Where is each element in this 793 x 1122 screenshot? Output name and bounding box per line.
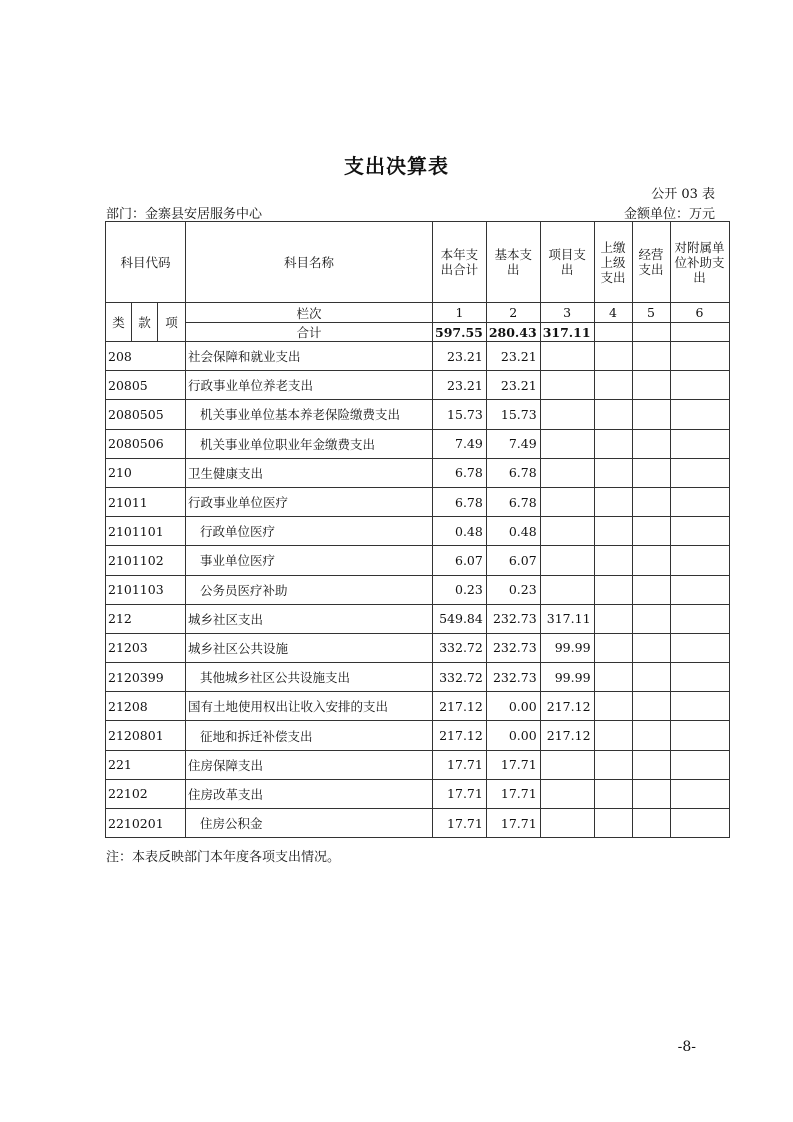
col-num-3: 3 (540, 303, 594, 323)
subject-code: 21011 (106, 487, 186, 516)
cell-operating (632, 663, 670, 692)
subject-code: 21208 (106, 692, 186, 721)
cell-total: 23.21 (433, 371, 487, 400)
cell-remit (594, 633, 632, 662)
subject-name: 国有土地使用权出让收入安排的支出 (186, 692, 433, 721)
table-row (106, 633, 730, 662)
cell-project (540, 546, 594, 575)
table-note: 注：本表反映部门本年度各项支出情况。 (106, 850, 341, 865)
cell-operating (632, 371, 670, 400)
cell-total: 17.71 (433, 779, 487, 808)
subject-code: 2080506 (106, 429, 186, 458)
subject-name: 住房改革支出 (186, 779, 433, 808)
cell-total: 0.23 (433, 575, 487, 604)
cell-total: 6.78 (433, 458, 487, 487)
cell-subsidy (670, 342, 729, 371)
cell-project: 317.11 (540, 604, 594, 633)
cell-total: 15.73 (433, 400, 487, 429)
table-row (106, 400, 730, 429)
col-num-4: 4 (594, 303, 632, 323)
cell-basic: 17.71 (486, 809, 540, 838)
cell-project: 217.12 (540, 692, 594, 721)
cell-remit (594, 371, 632, 400)
cell-operating (632, 809, 670, 838)
header-xiang: 项 (158, 303, 186, 342)
cell-operating (632, 342, 670, 371)
cell-remit (594, 342, 632, 371)
cell-operating (632, 692, 670, 721)
header-operating: 经营支出 (632, 222, 670, 303)
form-number: 公开 03 表 (651, 187, 715, 202)
cell-remit (594, 546, 632, 575)
subject-code: 20805 (106, 371, 186, 400)
cell-remit (594, 458, 632, 487)
cell-remit (594, 750, 632, 779)
cell-remit (594, 517, 632, 546)
subject-name: 公务员医疗补助 (186, 575, 433, 604)
subject-code: 2120801 (106, 721, 186, 750)
cell-basic: 6.07 (486, 546, 540, 575)
cell-operating (632, 575, 670, 604)
cell-basic: 0.23 (486, 575, 540, 604)
table-row (106, 721, 730, 750)
col-num-1: 1 (433, 303, 487, 323)
header-code: 科目代码 (106, 222, 186, 303)
cell-operating (632, 546, 670, 575)
cell-basic: 15.73 (486, 400, 540, 429)
table-row (106, 779, 730, 808)
cell-basic: 232.73 (486, 663, 540, 692)
subject-name: 其他城乡社区公共设施支出 (186, 663, 433, 692)
cell-basic: 6.78 (486, 487, 540, 516)
cell-total: 6.07 (433, 546, 487, 575)
cell-subsidy (670, 546, 729, 575)
cell-project (540, 371, 594, 400)
cell-operating (632, 517, 670, 546)
cell-subsidy (670, 692, 729, 721)
cell-project (540, 487, 594, 516)
subject-name: 事业单位医疗 (186, 546, 433, 575)
cell-basic: 232.73 (486, 633, 540, 662)
col-num-2: 2 (486, 303, 540, 323)
subject-code: 2101102 (106, 546, 186, 575)
cell-operating (632, 429, 670, 458)
subject-name: 住房公积金 (186, 809, 433, 838)
cell-total: 217.12 (433, 721, 487, 750)
cell-total: 7.49 (433, 429, 487, 458)
cell-operating (632, 458, 670, 487)
cell-total: 17.71 (433, 750, 487, 779)
table-row (106, 575, 730, 604)
total-c5 (632, 323, 670, 342)
total-c2: 280.43 (486, 323, 540, 342)
cell-total: 17.71 (433, 809, 487, 838)
cell-subsidy (670, 663, 729, 692)
cell-total: 332.72 (433, 663, 487, 692)
header-remit: 上缴上级支出 (594, 222, 632, 303)
col-num-6: 6 (670, 303, 729, 323)
cell-basic: 0.00 (486, 692, 540, 721)
table-row (106, 692, 730, 721)
cell-operating (632, 604, 670, 633)
subject-code: 2210201 (106, 809, 186, 838)
cell-basic: 17.71 (486, 750, 540, 779)
cell-subsidy (670, 517, 729, 546)
page-number: -8- (677, 1039, 696, 1055)
cell-remit (594, 809, 632, 838)
cell-subsidy (670, 633, 729, 662)
header-kuan: 款 (132, 303, 158, 342)
subject-code: 208 (106, 342, 186, 371)
table-row (106, 487, 730, 516)
cell-project (540, 809, 594, 838)
col-num-5: 5 (632, 303, 670, 323)
cell-operating (632, 779, 670, 808)
header-lei: 类 (106, 303, 132, 342)
cell-operating (632, 721, 670, 750)
subject-name: 机关事业单位职业年金缴费支出 (186, 429, 433, 458)
cell-subsidy (670, 400, 729, 429)
header-total: 本年支出合计 (433, 222, 487, 303)
subject-name: 社会保障和就业支出 (186, 342, 433, 371)
cell-basic: 232.73 (486, 604, 540, 633)
cell-remit (594, 575, 632, 604)
table-row (106, 546, 730, 575)
cell-subsidy (670, 575, 729, 604)
cell-remit (594, 779, 632, 808)
cell-project (540, 517, 594, 546)
cell-total: 549.84 (433, 604, 487, 633)
subject-code: 212 (106, 604, 186, 633)
cell-project (540, 400, 594, 429)
table-row (106, 809, 730, 838)
cell-project (540, 429, 594, 458)
subject-code: 21203 (106, 633, 186, 662)
cell-project: 99.99 (540, 633, 594, 662)
cell-operating (632, 633, 670, 662)
subject-name: 城乡社区公共设施 (186, 633, 433, 662)
cell-project (540, 342, 594, 371)
cell-total: 217.12 (433, 692, 487, 721)
cell-remit (594, 721, 632, 750)
table-row (106, 429, 730, 458)
unit-label: 金额单位：万元 (623, 207, 715, 222)
cell-project (540, 750, 594, 779)
header-name: 科目名称 (186, 222, 433, 303)
table-row (106, 458, 730, 487)
expenditure-table (105, 221, 730, 838)
cell-total: 23.21 (433, 342, 487, 371)
header-project: 项目支出 (540, 222, 594, 303)
cell-subsidy (670, 750, 729, 779)
table-row (106, 342, 730, 371)
subject-code: 22102 (106, 779, 186, 808)
cell-total: 332.72 (433, 633, 487, 662)
subject-name: 机关事业单位基本养老保险缴费支出 (186, 400, 433, 429)
cell-basic: 6.78 (486, 458, 540, 487)
cell-subsidy (670, 604, 729, 633)
cell-project: 99.99 (540, 663, 594, 692)
cell-subsidy (670, 487, 729, 516)
cell-basic: 23.21 (486, 371, 540, 400)
total-label: 合计 (186, 323, 433, 342)
table-row (106, 517, 730, 546)
subject-code: 2101103 (106, 575, 186, 604)
table-row (106, 663, 730, 692)
cell-basic: 23.21 (486, 342, 540, 371)
cell-operating (632, 400, 670, 429)
total-c1: 597.55 (433, 323, 487, 342)
cell-operating (632, 750, 670, 779)
page-title: 支出决算表 (344, 154, 449, 178)
cell-remit (594, 604, 632, 633)
cell-subsidy (670, 721, 729, 750)
cell-total: 6.78 (433, 487, 487, 516)
cell-remit (594, 663, 632, 692)
cell-subsidy (670, 458, 729, 487)
table-row (106, 371, 730, 400)
cell-total: 0.48 (433, 517, 487, 546)
cell-remit (594, 487, 632, 516)
cell-subsidy (670, 429, 729, 458)
table-row (106, 750, 730, 779)
cell-project: 217.12 (540, 721, 594, 750)
cell-subsidy (670, 809, 729, 838)
cell-subsidy (670, 371, 729, 400)
cell-subsidy (670, 779, 729, 808)
total-c3: 317.11 (540, 323, 594, 342)
subject-name: 行政事业单位医疗 (186, 487, 433, 516)
cell-basic: 7.49 (486, 429, 540, 458)
subject-code: 210 (106, 458, 186, 487)
subject-code: 221 (106, 750, 186, 779)
subject-code: 2101101 (106, 517, 186, 546)
cell-project (540, 458, 594, 487)
cell-project (540, 575, 594, 604)
cell-basic: 0.48 (486, 517, 540, 546)
cell-project (540, 779, 594, 808)
header-basic: 基本支出 (486, 222, 540, 303)
total-c4 (594, 323, 632, 342)
total-c6 (670, 323, 729, 342)
subject-name: 征地和拆迁补偿支出 (186, 721, 433, 750)
subject-name: 行政事业单位养老支出 (186, 371, 433, 400)
cell-basic: 17.71 (486, 779, 540, 808)
cell-remit (594, 692, 632, 721)
cell-operating (632, 487, 670, 516)
header-subsidy: 对附属单位补助支出 (670, 222, 729, 303)
subject-name: 城乡社区支出 (186, 604, 433, 633)
subject-name: 行政单位医疗 (186, 517, 433, 546)
header-lanci: 栏次 (186, 303, 433, 323)
cell-basic: 0.00 (486, 721, 540, 750)
cell-remit (594, 429, 632, 458)
subject-code: 2080505 (106, 400, 186, 429)
table-row (106, 604, 730, 633)
subject-name: 卫生健康支出 (186, 458, 433, 487)
subject-code: 2120399 (106, 663, 186, 692)
department-label: 部门：金寨县安居服务中心 (106, 207, 263, 222)
cell-remit (594, 400, 632, 429)
subject-name: 住房保障支出 (186, 750, 433, 779)
